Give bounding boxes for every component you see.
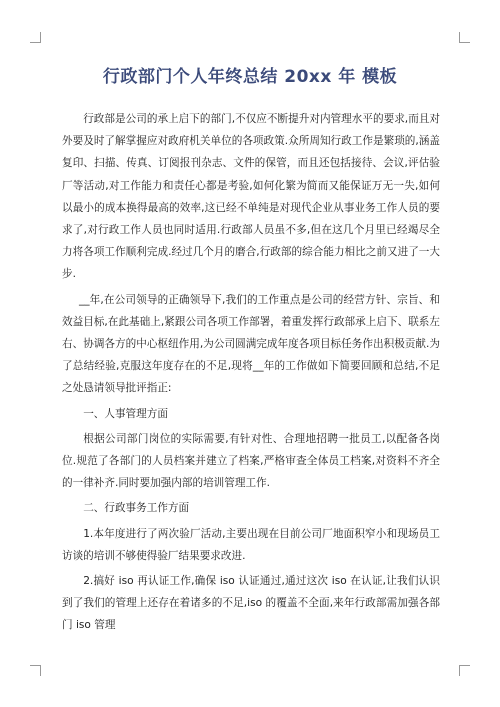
crop-mark-top-right [459, 32, 470, 43]
crop-mark-bottom-left [30, 665, 41, 676]
section-heading-admin: 二、行政事务工作方面 [83, 502, 190, 515]
paragraph-hr: 根据公司部门岗位的实际需要,有针对性、合理地招聘一批员工,以配备各岗位.规范了各部门的人员档案并建立了档案,严格审查全体员工档案,对资料不齐全的一律补齐.同时要加强内部的培训管理工作. [62, 432, 440, 490]
paragraph-admin-2: 2.搞好 iso 再认证工作,确保 iso 认证通过,通过这次 iso 在认证,让我们认识到了我们的管理上还存在着诸多的不足,iso 的覆盖不全面,来年行政部需加强各部门 iso 管理 [62, 575, 440, 632]
paragraph-intro: 行政部是公司的承上启下的部门,不仅应不断提升对内管理水平的要求,而且对外要及时了解掌握应对政府机关单位的各项政策.众所周知行政工作是繁琐的,涵盖复印、扫描、传真、订阅报刊杂志、文件的保管，而且还包括接待、会议,评估验厂等活动,对工作能力和责任心都是考验,如何化繁为简而又能保证万无一失,如何以最小的成本换得最高的效率,这已经不单纯是对现代企业从事业务工作人员的要求了,对行政工作人员也同时适用.行政部人员虽不多,但在这几个月里已经竭尽全力将各项工作顺利完成.经过几个月的磨合,行政部的综合能力相比之前又进了一大步. [62, 113, 440, 281]
paragraph-summary: __年,在公司领导的正确领导下,我们的工作重点是公司的经营方针、宗旨、和效益目标,在此基础上,紧跟公司各项工作部署，着重发挥行政部承上启下、联系左右、协调各方的中心枢纽作用,为公司圆满完成年度各项目标任务作出积极贡献.为了总结经验,克服这年度存在的不足,现将__年的工作做如下简要回顾和总结,不足之处恳请领导批评指正: [62, 293, 440, 395]
section-heading-hr: 一、人事管理方面 [83, 407, 168, 420]
document-body [62, 108, 440, 640]
crop-mark-top-left [30, 32, 41, 43]
crop-mark-bottom-right [459, 665, 470, 676]
document-title: 行政部门个人年终总结 20xx 年 模板 [102, 67, 398, 87]
paragraph-admin-1: 1.本年度进行了两次验厂活动,主要出现在目前公司厂地面积窄小和现场员工访谈的培训不够使得验厂结果要求改进. [62, 527, 440, 562]
